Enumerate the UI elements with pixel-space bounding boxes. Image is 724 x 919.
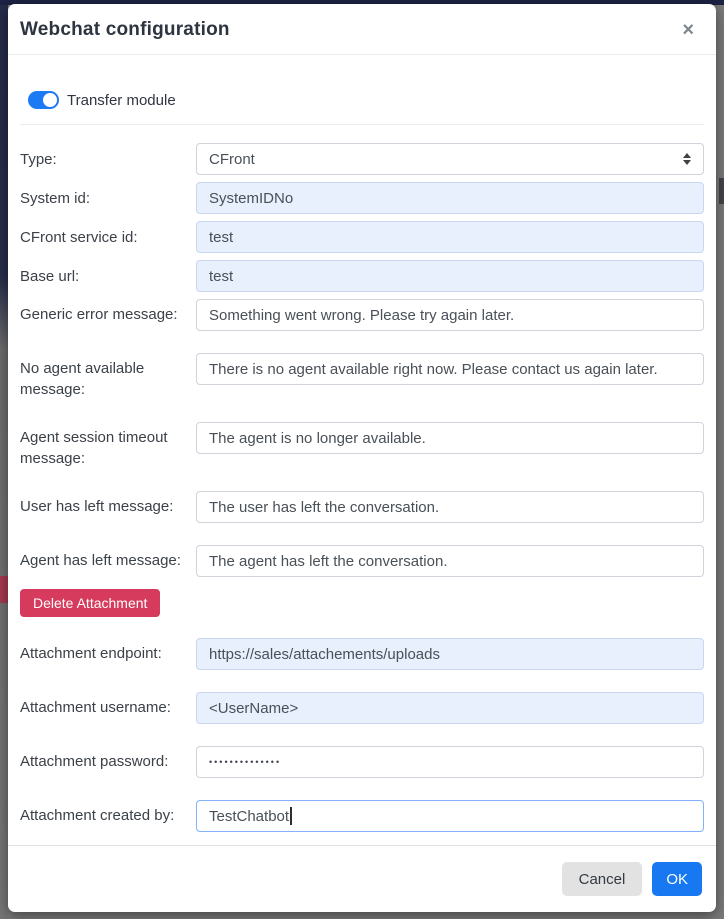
field-label: Attachment username: (20, 699, 171, 716)
form-row-attachment-created-by (20, 800, 704, 832)
form-row-agent-has-left (20, 545, 704, 577)
modal-title: Webchat configuration (20, 19, 230, 40)
field-label: CFront service id: (20, 228, 138, 246)
no-agent-available-message-input[interactable]: There is no agent available right now. Please contact us again later. (196, 353, 704, 385)
section-divider (20, 124, 704, 125)
field-label: Attachment created by: (20, 807, 175, 824)
field-label: Attachment password: (20, 753, 169, 770)
field-label: System id: (20, 189, 91, 207)
field-label: Type: (20, 150, 57, 168)
field-label: No agent available message: (20, 360, 145, 398)
field-label: Base url: (20, 267, 80, 285)
form-row-no-agent-available (20, 353, 704, 400)
field-label: Generic error message: (20, 306, 178, 323)
delete-attachment-button[interactable]: Delete Attachment (20, 589, 160, 617)
attachment-username-input[interactable]: <UserName> (196, 692, 704, 724)
attachment-created-by-input[interactable]: TestChatbot (196, 800, 704, 832)
form-row-generic-error (20, 299, 704, 331)
field-label: Attachment endpoint: (20, 645, 162, 662)
generic-error-message-input[interactable]: Something went wrong. Please try again later. (196, 299, 704, 331)
field-label: User has left message: (20, 498, 174, 515)
backdrop-right-fragment (719, 178, 724, 204)
modal-footer (8, 845, 716, 912)
backdrop-red-fragment (0, 576, 8, 603)
agent-has-left-message-input[interactable]: The agent has left the conversation. (196, 545, 704, 577)
modal-body (8, 55, 716, 845)
attachment-endpoint-input[interactable]: https://sales/attachements/uploads (196, 638, 704, 670)
field-label: Agent session timeout message: (20, 429, 168, 467)
ok-button[interactable]: OK (652, 862, 702, 896)
form-row-agent-session-timeout (20, 422, 704, 469)
form-row-system-id (20, 182, 704, 214)
agent-session-timeout-message-input[interactable]: The agent is no longer available. (196, 422, 704, 454)
select-arrows-icon (683, 153, 691, 165)
system-id-input[interactable]: SystemIDNo (196, 182, 704, 214)
modal-header (8, 4, 716, 55)
form-row-base-url (20, 260, 704, 292)
form-row-attachment-endpoint (20, 638, 704, 670)
cfront-service-id-input[interactable]: test (196, 221, 704, 253)
backdrop-sidebar (0, 0, 8, 919)
transfer-module-row (28, 91, 704, 109)
user-has-left-message-input[interactable]: The user has left the conversation. (196, 491, 704, 523)
type-select[interactable]: CFront (196, 143, 704, 175)
field-label: Agent has left message: (20, 552, 181, 569)
text-cursor (290, 807, 292, 825)
config-form (20, 143, 704, 832)
close-icon[interactable]: × (676, 18, 700, 42)
base-url-input[interactable]: test (196, 260, 704, 292)
form-row-user-has-left (20, 491, 704, 523)
form-row-attachment-username (20, 692, 704, 724)
toggle-knob (43, 93, 57, 107)
webchat-configuration-modal (8, 4, 716, 912)
cancel-button[interactable]: Cancel (562, 862, 643, 896)
transfer-module-toggle[interactable] (28, 91, 59, 109)
form-row-type (20, 143, 704, 175)
attachment-password-input[interactable]: •••••••••••••• (196, 746, 704, 778)
form-row-cfront-service-id (20, 221, 704, 253)
transfer-module-label: Transfer module (67, 91, 176, 109)
form-row-attachment-password (20, 746, 704, 778)
